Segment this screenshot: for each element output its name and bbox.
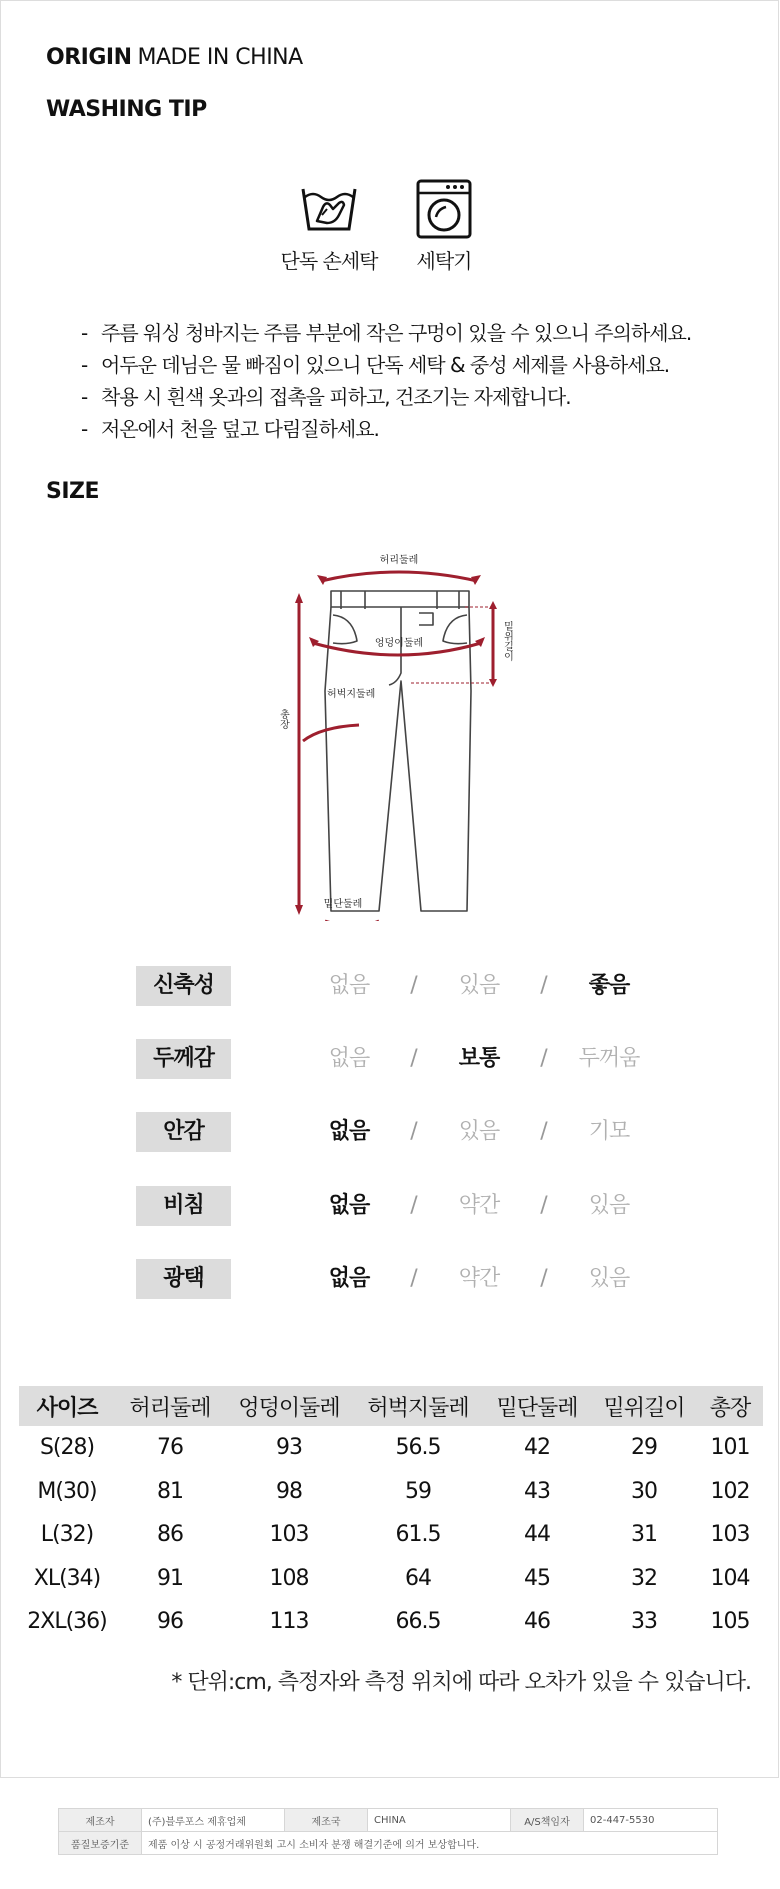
feel-option: 좋음 xyxy=(588,973,630,998)
table-cell: 43 xyxy=(524,1478,550,1504)
table-row xyxy=(19,1470,763,1514)
fabric-feel-row xyxy=(136,1259,656,1299)
product-notice-table xyxy=(58,1808,718,1855)
origin-value: MADE IN CHINA xyxy=(137,45,303,70)
size-title: SIZE xyxy=(46,479,100,504)
table-cell: 91 xyxy=(157,1565,183,1591)
feel-separator: / xyxy=(540,1119,548,1144)
washing-machine-label: 세탁기 xyxy=(416,249,472,273)
feel-key: 광택 xyxy=(136,1259,231,1299)
rise-label: 밑위길이 xyxy=(501,621,513,661)
feel-option: 약간 xyxy=(458,1193,500,1218)
table-cell: 31 xyxy=(631,1522,657,1548)
feel-option: 약간 xyxy=(458,1266,500,1291)
measurement-note: * 단위:cm, 측정자와 측정 위치에 따라 오차가 있을 수 있습니다. xyxy=(171,1670,751,1695)
washing-tip-title: WASHING TIP xyxy=(46,97,207,122)
feel-key: 두께감 xyxy=(136,1039,231,1079)
feel-option: 두꺼움 xyxy=(578,1046,640,1071)
table-row xyxy=(59,1832,718,1855)
table-cell: 45 xyxy=(524,1565,550,1591)
hip-label: 엉덩이둘레 xyxy=(374,638,424,649)
as-value: 02-447-5530 xyxy=(584,1809,718,1832)
feel-separator: / xyxy=(410,973,418,998)
table-cell: 96 xyxy=(157,1609,183,1635)
hand-wash xyxy=(274,179,384,274)
feel-separator: / xyxy=(540,1046,548,1071)
feel-option: 있음 xyxy=(458,973,500,998)
col-header: 총장 xyxy=(697,1386,763,1426)
hand-wash-icon xyxy=(299,179,359,239)
table-cell: 102 xyxy=(710,1478,750,1504)
pants-illustration xyxy=(261,551,521,921)
table-row xyxy=(19,1513,763,1557)
waist-label: 허리둘레 xyxy=(379,555,419,566)
fabric-feel-row xyxy=(136,1039,656,1079)
table-header-row xyxy=(19,1386,763,1426)
table-cell: 76 xyxy=(157,1435,183,1461)
table-cell: 105 xyxy=(710,1609,750,1635)
col-header: 허벅지둘레 xyxy=(353,1386,483,1426)
feel-separator: / xyxy=(410,1046,418,1071)
warranty-value: 제품 이상 시 공정거래위원회 고시 소비자 분쟁 해결기준에 의거 보상합니다. xyxy=(142,1832,718,1855)
feel-key: 신축성 xyxy=(136,966,231,1006)
feel-option: 보통 xyxy=(458,1046,500,1071)
hem-label: 밑단둘레 xyxy=(323,899,363,910)
table-cell: 2XL(36) xyxy=(27,1609,107,1635)
feel-option: 없음 xyxy=(328,973,370,998)
feel-separator: / xyxy=(540,973,548,998)
feel-separator: / xyxy=(540,1266,548,1291)
list-item: - 주름 워싱 청바지는 주름 부분에 작은 구멍이 있을 수 있으니 주의하세요. xyxy=(81,321,692,345)
table-row xyxy=(19,1557,763,1601)
table-cell: 108 xyxy=(269,1565,309,1591)
feel-separator: / xyxy=(410,1193,418,1218)
table-cell: L(32) xyxy=(40,1522,94,1548)
table-row xyxy=(19,1600,763,1644)
table-cell: 46 xyxy=(524,1609,550,1635)
fabric-feel-row xyxy=(136,1112,656,1152)
feel-key: 비침 xyxy=(136,1186,231,1226)
table-cell: 98 xyxy=(276,1478,302,1504)
list-item: - 어두운 데님은 물 빠짐이 있으니 단독 세탁 & 중성 세제를 사용하세요. xyxy=(81,353,670,377)
col-header: 사이즈 xyxy=(19,1386,115,1426)
table-cell: 66.5 xyxy=(395,1609,441,1635)
table-cell: 104 xyxy=(710,1565,750,1591)
table-cell: M(30) xyxy=(37,1478,97,1504)
table-cell: 86 xyxy=(157,1522,183,1548)
table-cell: 64 xyxy=(405,1565,431,1591)
feel-option: 없음 xyxy=(328,1193,370,1218)
table-cell: 103 xyxy=(710,1522,750,1548)
feel-key: 안감 xyxy=(136,1112,231,1152)
length-label: 총장 xyxy=(277,709,289,729)
table-cell: 81 xyxy=(157,1478,183,1504)
list-item: - 저온에서 천을 덮고 다림질하세요. xyxy=(81,417,379,441)
feel-option: 있음 xyxy=(458,1119,500,1144)
table-cell: 93 xyxy=(276,1435,302,1461)
table-row xyxy=(19,1426,763,1470)
col-header: 밑단둘레 xyxy=(483,1386,591,1426)
feel-option: 있음 xyxy=(588,1266,630,1291)
table-cell: 56.5 xyxy=(395,1435,441,1461)
fabric-feel-row xyxy=(136,1186,656,1226)
col-header: 엉덩이둘레 xyxy=(225,1386,353,1426)
table-cell: 32 xyxy=(631,1565,657,1591)
pants-measurement-diagram xyxy=(261,551,521,921)
origin-label: ORIGIN xyxy=(46,45,132,70)
table-cell: 101 xyxy=(710,1435,750,1461)
country-label: 제조국 xyxy=(285,1809,368,1832)
country-value: CHINA xyxy=(368,1809,511,1832)
feel-option: 기모 xyxy=(588,1119,630,1144)
warranty-label: 품질보증기준 xyxy=(59,1832,142,1855)
feel-option: 없음 xyxy=(328,1266,370,1291)
feel-option: 없음 xyxy=(328,1119,370,1144)
feel-separator: / xyxy=(540,1193,548,1218)
thigh-label: 허벅지둘레 xyxy=(327,689,376,700)
washing-icons xyxy=(1,179,780,279)
origin-line xyxy=(46,45,303,70)
table-cell: 113 xyxy=(269,1609,309,1635)
table-cell: 103 xyxy=(269,1522,309,1548)
manufacturer-label: 제조자 xyxy=(59,1809,142,1832)
table-row xyxy=(59,1809,718,1832)
feel-separator: / xyxy=(410,1119,418,1144)
manufacturer-value: (주)블루포스 제휴업체 xyxy=(142,1809,285,1832)
as-label: A/S책임자 xyxy=(511,1809,584,1832)
washing-machine-icon xyxy=(415,179,473,239)
table-cell: 30 xyxy=(631,1478,657,1504)
table-cell: 59 xyxy=(405,1478,431,1504)
feel-separator: / xyxy=(410,1266,418,1291)
size-table xyxy=(19,1386,763,1644)
table-cell: XL(34) xyxy=(33,1565,101,1591)
col-header: 밑위길이 xyxy=(591,1386,697,1426)
col-header: 허리둘레 xyxy=(115,1386,225,1426)
table-cell: 33 xyxy=(631,1609,657,1635)
list-item: - 착용 시 흰색 옷과의 접촉을 피하고, 건조기는 자제합니다. xyxy=(81,385,571,409)
washing-machine xyxy=(389,179,499,274)
table-cell: 42 xyxy=(524,1435,550,1461)
hand-wash-label: 단독 손세탁 xyxy=(280,249,378,273)
table-cell: 29 xyxy=(631,1435,657,1461)
table-cell: S(28) xyxy=(39,1435,95,1461)
feel-option: 있음 xyxy=(588,1193,630,1218)
table-cell: 44 xyxy=(524,1522,550,1548)
feel-option: 없음 xyxy=(328,1046,370,1071)
washing-tips-list xyxy=(81,317,691,445)
fabric-feel-row xyxy=(136,966,656,1006)
table-cell: 61.5 xyxy=(395,1522,441,1548)
